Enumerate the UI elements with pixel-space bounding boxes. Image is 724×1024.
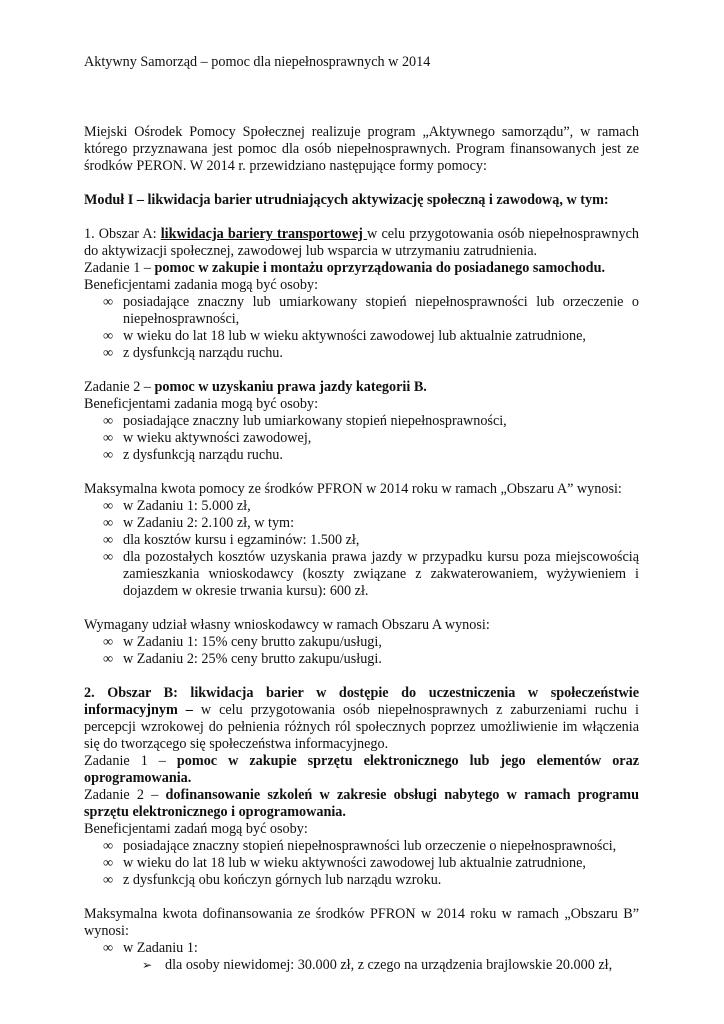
arrow-bullet-icon: ➢ xyxy=(142,958,153,972)
list-item: ∞ w wieku aktywności zawodowej, xyxy=(103,430,312,446)
area-a-task2-beneficiaries xyxy=(84,413,639,464)
list-item: ∞ posiadające znaczny lub umiarkowany stopień niepełnosprawności lub orzeczenie o niepełnosprawności, xyxy=(103,294,639,327)
area-a-own-shares xyxy=(84,634,639,668)
infinity-bullet-icon: ∞ xyxy=(103,549,114,565)
list-item: ∞ z dysfunkcją narządu ruchu. xyxy=(103,447,283,463)
area-a-beneficiaries-label: Beneficjentami zadania mogą być osoby: xyxy=(84,277,319,293)
area-a-task1-beneficiaries xyxy=(84,294,639,362)
infinity-bullet-icon: ∞ xyxy=(103,651,114,667)
intro-paragraph: Miejski Ośrodek Pomocy Społecznej realizuje program „Aktywnego samorządu”, w ramach którego przyznawana jest pomoc dla osób niepełnosprawnych. Program finansowanych jest ze środków PERON. W 2014 r. przewidziano następujące formy pomocy: xyxy=(84,124,639,174)
area-b-intro: 2. Obszar B: likwidacja barier w dostępie do uczestniczenia w społeczeństwie informacyjnym – w celu przygotowania osób niepełnosprawnych z zaburzeniami ruchu i percepcji wzrokowej do pełnienia różnych ról społecznych poprzez umożliwienie im włączenia się do tworzącego się społeczeństwa informacyjnego. xyxy=(84,685,639,752)
list-item: ∞ w Zadaniu 1: xyxy=(103,940,198,956)
infinity-bullet-icon: ∞ xyxy=(103,413,114,429)
area-a-intro: 1. Obszar A: likwidacja bariery transportowej w celu przygotowania osób niepełnosprawnych do aktywizacji społecznej, zawodowej lub wsparcia w utrzymaniu zatrudnienia. xyxy=(84,226,639,259)
list-item: ∞ dla pozostałych kosztów uzyskania prawa jazdy w przypadku kursu poza miejscowością zamieszkania wnioskodawcy (koszty związane z zakwaterowaniem, wyżywieniem i dojazdem w okresie trwania kursu): 600 zł. xyxy=(103,549,639,599)
list-item: ➢ dla osoby niewidomej: 30.000 zł, z czego na urządzenia brajlowskie 20.000 zł, xyxy=(142,957,613,973)
infinity-bullet-icon: ∞ xyxy=(103,855,114,871)
area-a-beneficiaries-label-2: Beneficjentami zadania mogą być osoby: xyxy=(84,396,319,412)
infinity-bullet-icon: ∞ xyxy=(103,634,114,650)
list-item: ∞ w Zadaniu 2: 2.100 zł, w tym: xyxy=(103,515,295,531)
area-b-max-amount-label: Maksymalna kwota dofinansowania ze środków PFRON w 2014 roku w ramach „Obszaru B” wynosi: xyxy=(84,906,639,939)
infinity-bullet-icon: ∞ xyxy=(103,838,114,854)
area-b-task2: Zadanie 2 – dofinansowanie szkoleń w zakresie obsługi nabytego w ramach programu sprzętu elektronicznego i oprogramowania. xyxy=(84,787,640,820)
list-item: ∞ w Zadaniu 2: 25% ceny brutto zakupu/usługi. xyxy=(103,651,382,667)
infinity-bullet-icon: ∞ xyxy=(103,447,114,463)
infinity-bullet-icon: ∞ xyxy=(103,940,114,956)
infinity-bullet-icon: ∞ xyxy=(103,345,114,361)
list-item: ∞ w Zadaniu 1: 15% ceny brutto zakupu/usługi, xyxy=(103,634,382,650)
area-b-max-amounts xyxy=(84,940,639,957)
infinity-bullet-icon: ∞ xyxy=(103,294,114,310)
area-a-task2: Zadanie 2 – pomoc w uzyskaniu prawa jazdy kategorii B. xyxy=(84,379,427,395)
area-a-own-share-label: Wymagany udział własny wnioskodawcy w ramach Obszaru A wynosi: xyxy=(84,617,490,633)
document-page xyxy=(84,54,639,974)
document-title: Aktywny Samorząd – pomoc dla niepełnosprawnych w 2014 xyxy=(84,54,431,70)
list-item: ∞ posiadające znaczny lub umiarkowany stopień niepełnosprawności, xyxy=(103,413,507,429)
list-item: ∞ dla kosztów kursu i egzaminów: 1.500 zł, xyxy=(103,532,360,548)
infinity-bullet-icon: ∞ xyxy=(103,532,114,548)
area-b-beneficiaries xyxy=(84,838,639,889)
infinity-bullet-icon: ∞ xyxy=(103,872,114,888)
area-b-task1-sublist xyxy=(84,957,639,974)
area-a-max-amounts xyxy=(84,498,639,600)
list-item: ∞ w Zadaniu 1: 5.000 zł, xyxy=(103,498,251,514)
list-item: ∞ z dysfunkcją narządu ruchu. xyxy=(103,345,283,361)
area-a-max-amount-label: Maksymalna kwota pomocy ze środków PFRON w 2014 roku w ramach „Obszaru A” wynosi: xyxy=(84,481,622,497)
list-item: ∞ w wieku do lat 18 lub w wieku aktywności zawodowej lub aktualnie zatrudnione, xyxy=(103,328,586,344)
area-b-beneficiaries-label: Beneficjentami zadań mogą być osoby: xyxy=(84,821,308,837)
infinity-bullet-icon: ∞ xyxy=(103,498,114,514)
list-item: ∞ z dysfunkcją obu kończyn górnych lub narządu wzroku. xyxy=(103,872,442,888)
module-heading: Moduł I – likwidacja barier utrudniających aktywizację społeczną i zawodową, w tym: xyxy=(84,192,609,208)
area-b-task1: Zadanie 1 – pomoc w zakupie sprzętu elektronicznego lub jego elementów oraz oprogramowania. xyxy=(84,753,639,786)
list-item: ∞ w wieku do lat 18 lub w wieku aktywności zawodowej lub aktualnie zatrudnione, xyxy=(103,855,586,871)
infinity-bullet-icon: ∞ xyxy=(103,328,114,344)
list-item: ∞ posiadające znaczny stopień niepełnosprawności lub orzeczenie o niepełnosprawności, xyxy=(103,838,617,854)
area-a-task1: Zadanie 1 – pomoc w zakupie i montażu oprzyrządowania do posiadanego samochodu. xyxy=(84,260,606,276)
infinity-bullet-icon: ∞ xyxy=(103,515,114,531)
infinity-bullet-icon: ∞ xyxy=(103,430,114,446)
